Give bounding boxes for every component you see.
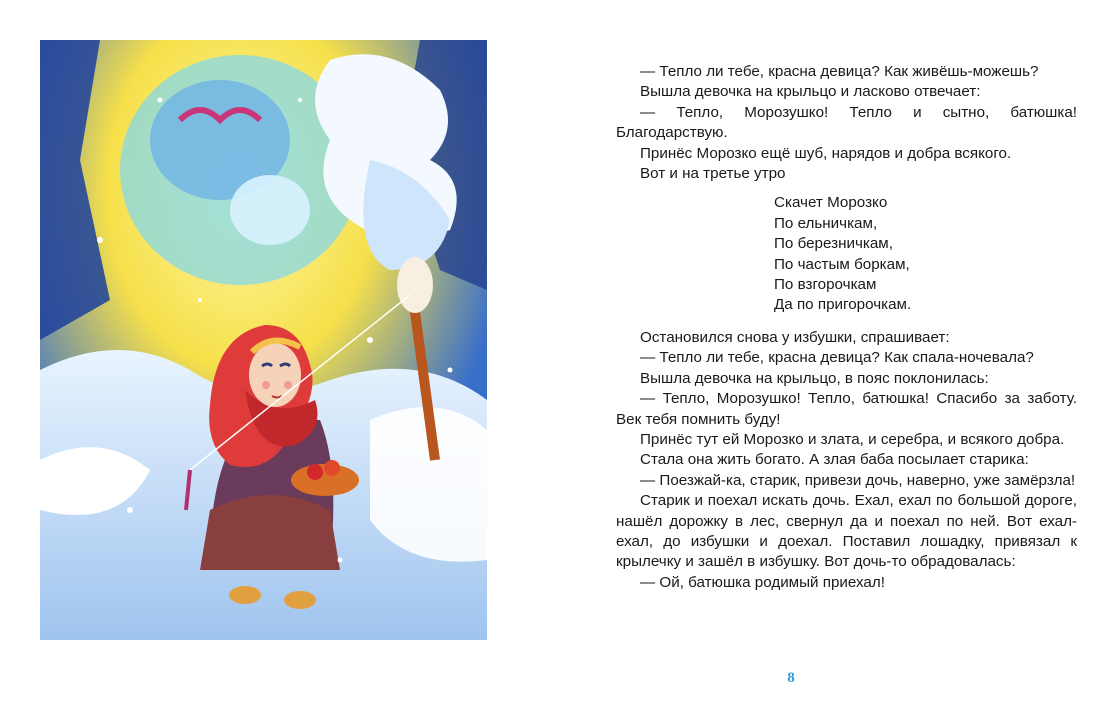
- story-illustration: [40, 40, 487, 640]
- paragraph: Принёс тут ей Морозко и злата, и серебра, и всякого добра.: [640, 430, 1065, 448]
- paragraph: — Тепло ли тебе, красна девица? Как спала-ночевала?: [640, 349, 1034, 367]
- paragraph: Старик и поехал искать дочь. Ехал, ехал по большой дороге, нашёл дорожку в лес, свернул да и поехал по ней. Вот ехал-ехал, до избушки и доехал. Поставил лошадку, привязал к крылечку и зашёл в избушку. Вот дочь-то обрадовалась:: [616, 492, 1077, 571]
- verse-line: Да по пригорочкам.: [774, 296, 912, 314]
- paragraph: — Ой, батюшка родимый приехал!: [640, 573, 885, 591]
- story-text: [616, 62, 1077, 593]
- paragraph: — Тепло, Морозушко! Тепло и сытно, батюшка! Благодарствую.: [616, 103, 1077, 142]
- paragraph: Вот и на третье утро: [640, 165, 786, 183]
- paragraph: Вышла девочка на крыльцо, в пояс поклонилась:: [640, 369, 989, 387]
- page-number: 8: [787, 670, 795, 686]
- paragraph: — Тепло ли тебе, красна девица? Как живёшь-можешь?: [640, 63, 1039, 80]
- verse-line: Скачет Морозко: [774, 194, 888, 212]
- paragraph: Остановился снова у избушки, спрашивает:: [640, 328, 950, 346]
- paragraph: — Тепло, Морозушко! Тепло, батюшка! Спасибо за заботу. Век тебя помнить буду!: [616, 390, 1077, 428]
- paragraph: Вышла девочка на крыльцо и ласково отвечает:: [640, 83, 981, 101]
- verse-line: По взгорочкам: [774, 276, 877, 294]
- paragraph: Стала она жить богато. А злая баба посылает старика:: [640, 451, 1029, 469]
- verse: [774, 193, 1077, 315]
- verse-line: По березничкам,: [774, 235, 893, 253]
- illustration-art: [40, 40, 487, 640]
- paragraph: Принёс Морозко ещё шуб, нарядов и добра всякого.: [640, 144, 1012, 162]
- verse-line: По частым боркам,: [774, 255, 910, 273]
- verse-line: По ельничкам,: [774, 214, 878, 232]
- paragraph: — Поезжай-ка, старик, привези дочь, наверно, уже замёрзла!: [640, 471, 1076, 489]
